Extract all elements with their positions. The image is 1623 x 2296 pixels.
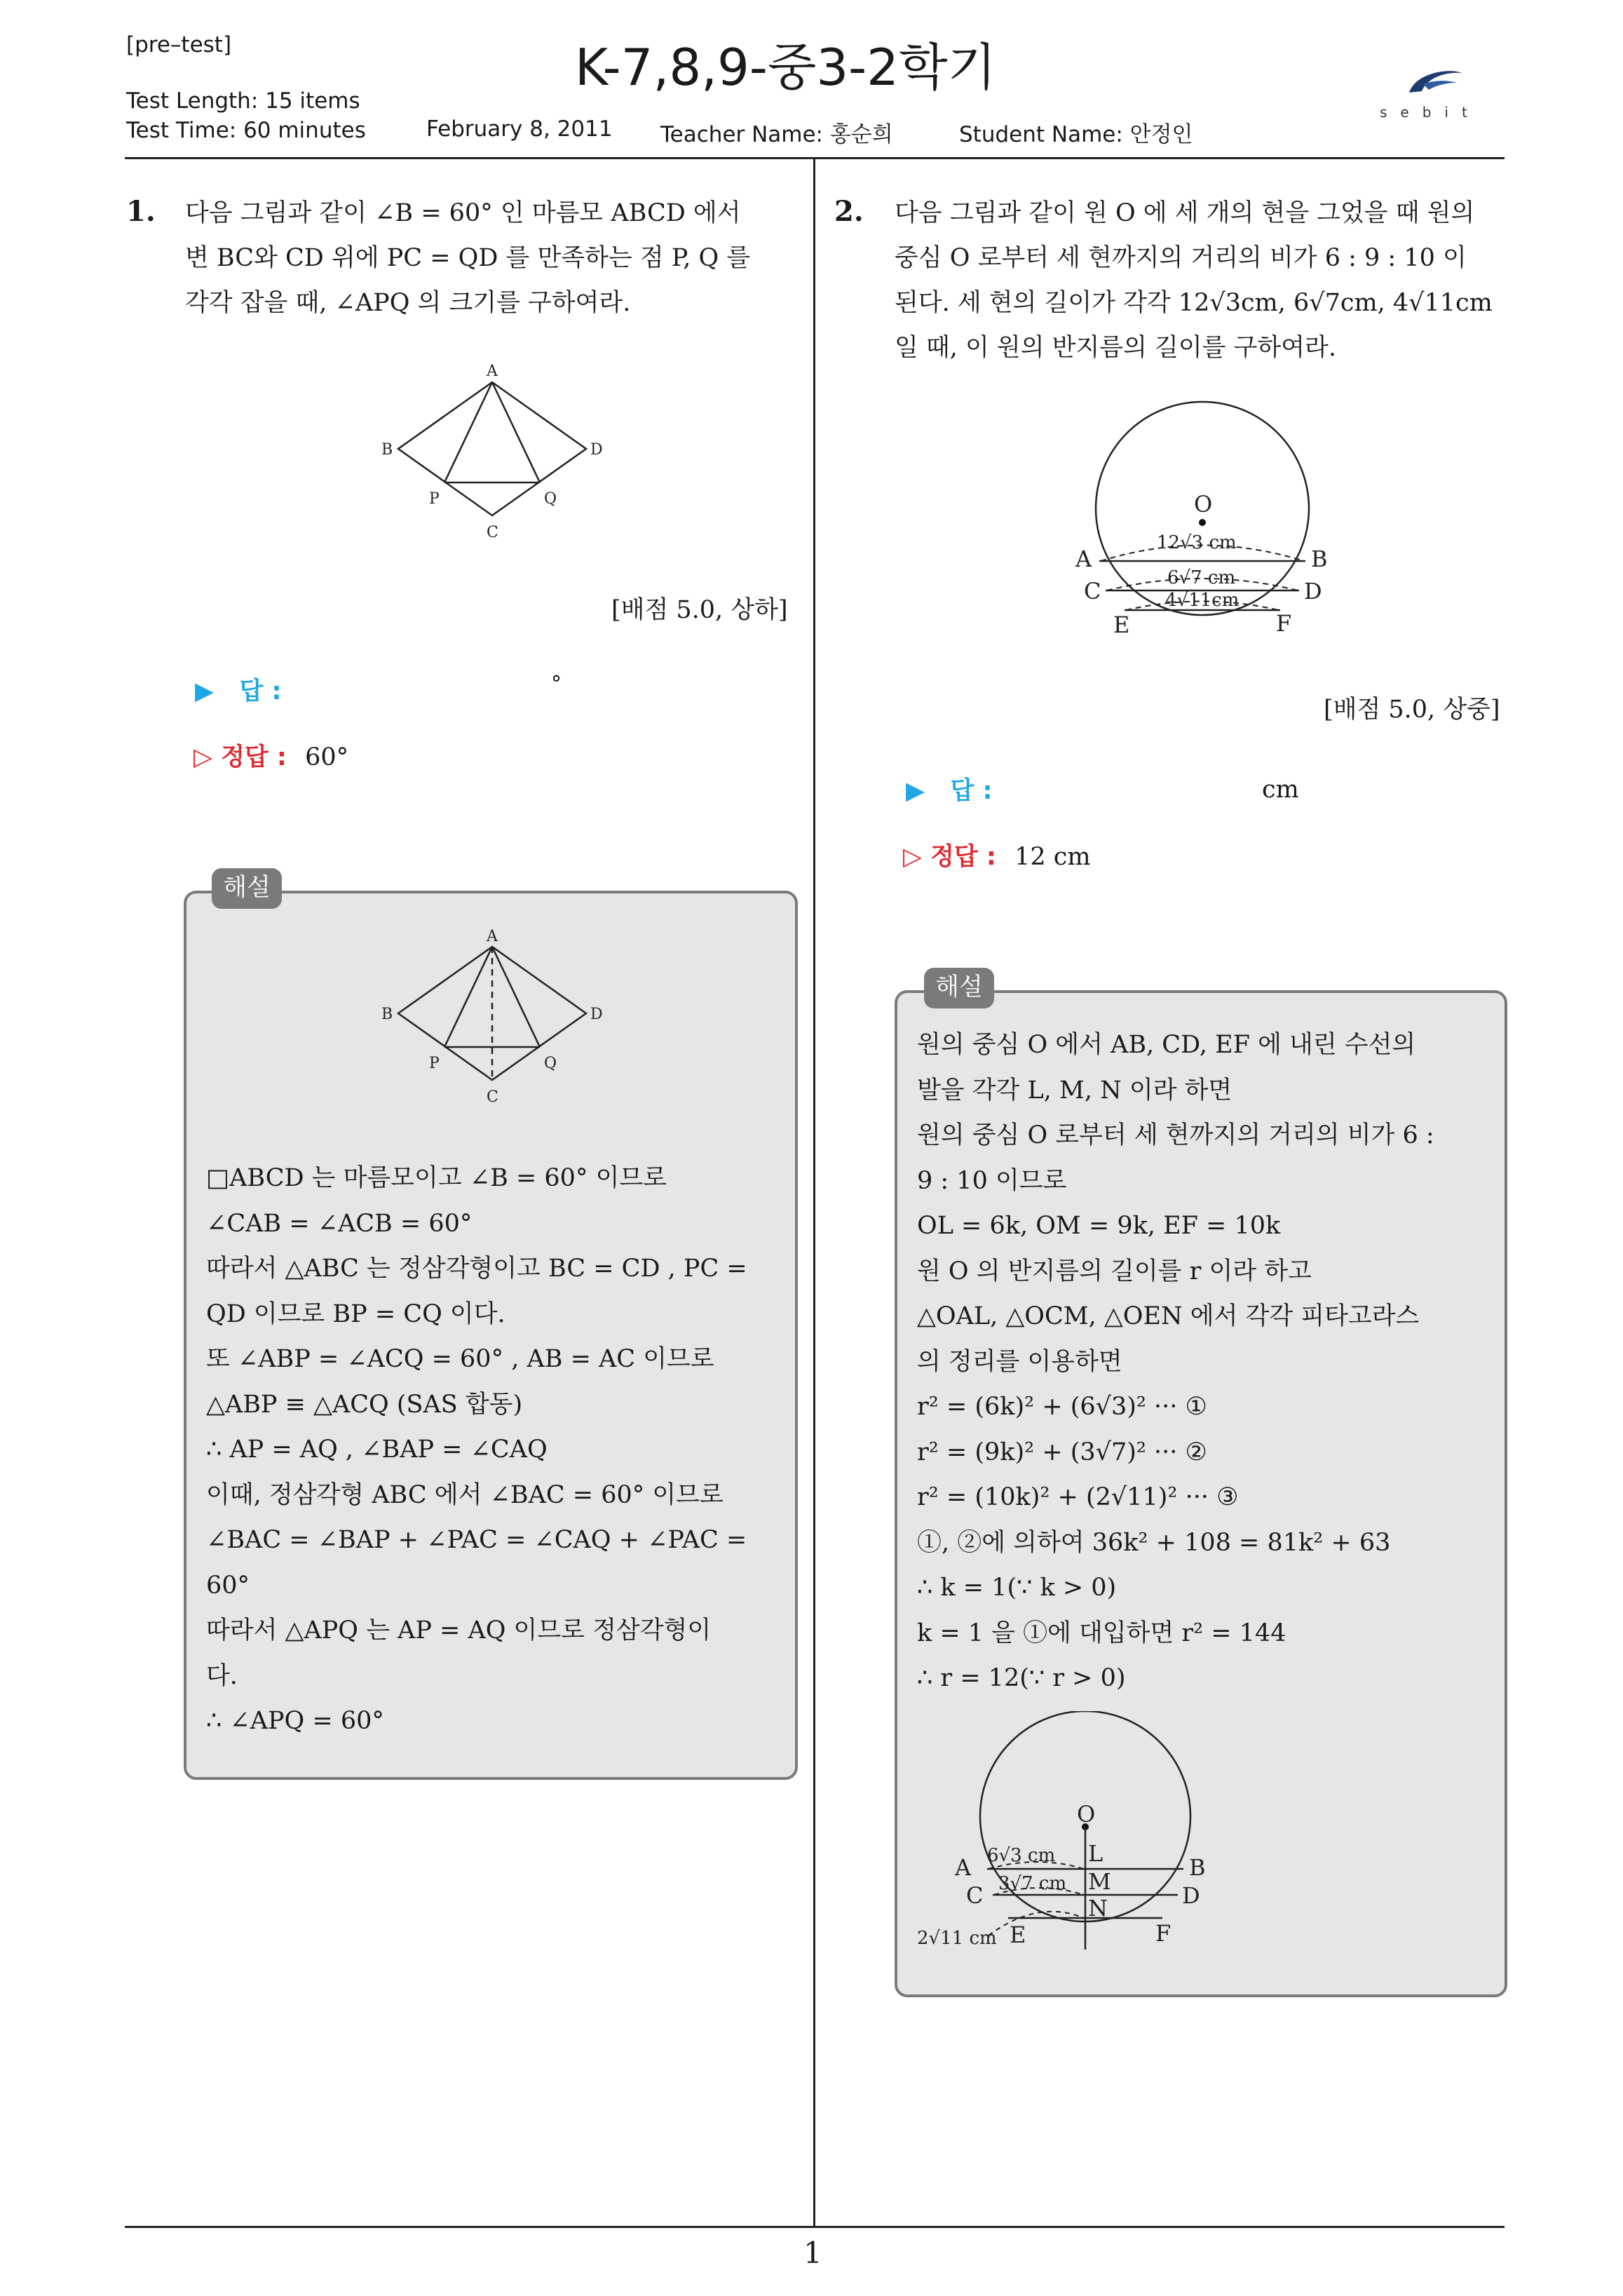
q2-correct-label: 정답 : [930,843,996,871]
q2-correct-row [903,837,1091,872]
q2-sol-label-l: L [1088,1840,1103,1867]
q1-sol-line: QD 이므로 BP = CQ 이다. [206,1299,505,1328]
q2-sol-line: ①, ②에 의하여 36k² + 108 = 81k² + 63 [917,1528,1391,1557]
q2-answer-unit: cm [1262,776,1299,804]
q2-correct-value: 12 cm [1014,843,1091,871]
q1-sol-line: ∠BAC = ∠BAP + ∠PAC = ∠CAQ + ∠PAC = [206,1526,747,1554]
q1-text [185,191,802,325]
sebit-logo-icon [1395,65,1479,107]
q1-answer-row [195,672,281,707]
q2-sol-label-n: N [1088,1895,1108,1922]
q2-label-e: E [1113,612,1130,638]
q2-solution-text [917,1022,1486,1701]
q1-sol-label-d: D [590,1006,603,1023]
q1-sol-line: ∴ AP = AQ , ∠BAP = ∠CAQ [206,1436,548,1464]
q1-sol-label-c: C [487,1088,498,1106]
teacher-name: Teacher Name: 홍순희 [660,122,893,147]
q1-sol-line: □ABCD 는 마름모이고 ∠B = 60° 이므로 [206,1164,667,1192]
test-time: Test Time: 60 minutes [126,118,366,143]
q2-correct-arrow-icon: ▷ [903,843,922,871]
q1-sol-line: 이때, 정삼각형 ABC 에서 ∠BAC = 60° 이므로 [206,1480,724,1509]
q1-rhombus-figure [372,358,610,547]
q1-correct-label: 정답 : [221,743,287,771]
q2-sol-label-en-length: 2√11 cm [917,1928,997,1949]
q2-sol-line: r² = (9k)² + (3√7)² ··· ② [917,1438,1207,1466]
q1-solution-tab: 해설 [212,868,282,909]
q2-sol-label-d: D [1182,1882,1200,1909]
q2-sol-line: ∴ k = 1(∵ k > 0) [917,1574,1117,1602]
q1-label-p: P [429,490,440,508]
q2-sol-label-m: M [1088,1868,1111,1895]
q1-label-c: C [487,524,498,541]
q2-sol-line: △OAL, △OCM, △OEN 에서 각각 피타고라스 [917,1302,1420,1330]
q2-sol-label-cm-length: 3√7 cm [998,1873,1067,1894]
q2-label-c: C [1084,578,1101,605]
q2-sol-line: 9 : 10 이므로 [917,1166,1067,1195]
q1-sol-line: 60° [206,1571,250,1600]
q2-sol-line: OL = 6k, OM = 9k, EF = 10k [917,1212,1281,1240]
q2-sol-label-f: F [1155,1920,1172,1947]
q1-sol-line: 따라서 △APQ 는 AP = AQ 이므로 정삼각형이 [206,1616,712,1645]
footer-rule [125,2226,1505,2228]
q2-line-2: 중심 O 로부터 세 현까지의 거리의 비가 6 : 9 : 10 이 [895,244,1467,272]
q2-sol-label-e: E [1010,1922,1026,1948]
q2-label-o: O [1194,491,1213,518]
q1-sol-line: △ABP ≡ △ACQ (SAS 합동) [206,1390,523,1419]
page-title: K-7,8,9-중3-2학기 [575,38,997,97]
q2-line-1: 다음 그림과 같이 원 O 에 세 개의 현을 그었을 때 원의 [895,199,1475,227]
q1-answer-unit: ° [551,672,562,696]
q2-label-ab-length: 12√3 cm [1157,532,1237,553]
q2-sol-line: 의 정리를 이용하면 [917,1347,1122,1376]
q2-score: [배점 5.0, 상중] [1324,696,1500,724]
page-number: 1 [803,2236,822,2270]
q2-sol-label-al-length: 6√3 cm [987,1845,1056,1866]
pretest-tag: [pre–test] [126,32,232,58]
q2-sol-label-b: B [1189,1854,1206,1881]
q1-sol-label-q: Q [544,1055,557,1072]
q1-sol-line: 따라서 △ABC 는 정삼각형이고 BC = CD , PC = [206,1255,747,1283]
q2-text [895,191,1512,370]
q1-line-1: 다음 그림과 같이 ∠B = 60° 인 마름모 ABCD 에서 [185,199,741,227]
q2-line-4: 일 때, 이 원의 반지름의 길이를 구하여라. [895,334,1336,362]
q1-label-d: D [590,441,603,459]
q1-correct-row [193,738,348,773]
q2-solution-tab: 해설 [924,968,994,1008]
q2-label-ef-length: 4√11cm [1165,590,1240,611]
q1-score: [배점 5.0, 상하] [611,596,788,624]
q1-answer-label: 답 : [239,677,282,705]
q2-circle-figure [1066,400,1346,645]
sebit-logo [1395,65,1479,109]
q1-sol-line: 또 ∠ABP = ∠ACQ = 60° , AB = AC 이므로 [206,1345,714,1373]
q2-label-f: F [1276,610,1292,637]
q1-solution-text [206,1156,774,1744]
q1-correct-arrow-icon: ▷ [193,743,212,771]
test-date: February 8, 2011 [426,116,613,142]
q1-label-b: B [381,441,393,459]
q2-label-cd-length: 6√7 cm [1167,567,1236,588]
q2-label-d: D [1304,578,1322,605]
column-divider [813,158,815,2227]
q1-answer-arrow-icon: ▶ [195,677,214,705]
q2-line-3: 된다. 세 현의 길이가 각각 12√3cm, 6√7cm, 4√11cm [895,289,1493,317]
q1-sol-line: ∴ ∠APQ = 60° [206,1707,384,1735]
q2-answer-label: 답 : [950,777,993,805]
q1-number: 1. [126,195,156,228]
q1-sol-line: ∠CAB = ∠ACB = 60° [206,1209,473,1238]
q1-label-a: A [487,363,498,380]
q2-sol-label-c: C [966,1882,984,1909]
q2-sol-label-a: A [955,1854,972,1881]
test-length: Test Length: 15 items [126,88,360,114]
q1-correct-value: 60° [305,743,349,771]
q2-sol-line: 원의 중심 O 로부터 세 현까지의 거리의 비가 6 : [917,1121,1434,1149]
q2-sol-line: r² = (10k)² + (2√11)² ··· ③ [917,1483,1239,1511]
q2-sol-line: k = 1 을 ①에 대입하면 r² = 144 [917,1619,1286,1647]
q2-sol-line: 발을 각각 L, M, N 이라 하면 [917,1076,1232,1105]
q2-sol-line: ∴ r = 12(∵ r > 0) [917,1664,1126,1692]
q2-solution-figure [911,1711,1241,1964]
q2-sol-line: 원의 중심 O 에서 AB, CD, EF 에 내린 수선의 [917,1031,1416,1059]
q2-sol-line: 원 O 의 반지름의 길이를 r 이라 하고 [917,1257,1312,1285]
q2-sol-line: r² = (6k)² + (6√3)² ··· ① [917,1393,1207,1421]
q1-line-2: 변 BC와 CD 위에 PC = QD 를 만족하는 점 P, Q 를 [185,244,751,272]
q2-answer-arrow-icon: ▶ [906,777,925,805]
logo-text: sebit [1380,104,1481,121]
q2-number: 2. [834,195,864,228]
q2-sol-label-o: O [1077,1801,1096,1828]
q1-label-q: Q [544,490,557,508]
q2-label-b: B [1311,546,1328,572]
q1-sol-line: 다. [206,1661,238,1690]
q2-answer-row [906,771,992,806]
q1-line-3: 각각 잡을 때, ∠APQ 의 크기를 구하여라. [185,289,631,317]
student-name: Student Name: 안정인 [959,122,1193,147]
q1-sol-label-b: B [381,1006,393,1023]
q1-sol-label-p: P [429,1055,440,1072]
q1-sol-label-a: A [487,928,498,945]
q1-solution-figure [372,924,610,1114]
q2-label-a: A [1075,546,1092,572]
